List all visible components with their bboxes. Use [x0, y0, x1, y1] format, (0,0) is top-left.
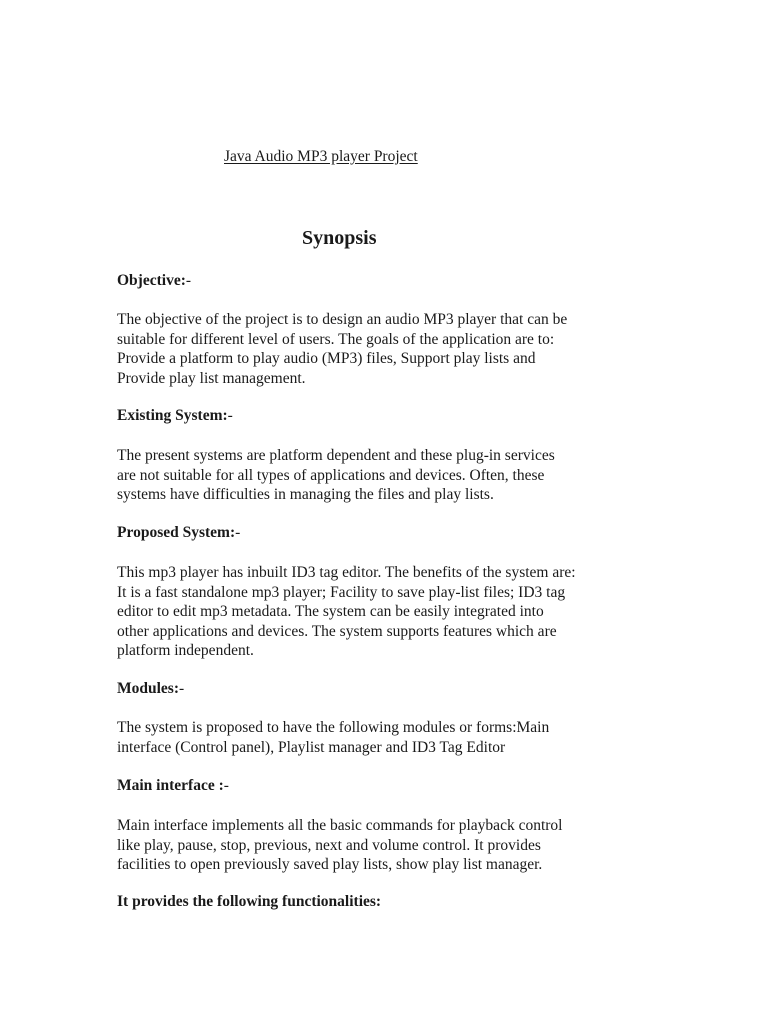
body-line: facilities to open previously saved play lists, show play list manager. — [117, 856, 543, 873]
section-body-modules — [117, 718, 677, 757]
body-line: Provide play list management. — [117, 369, 306, 387]
section-heading-functionalities — [117, 893, 381, 911]
section-heading-objective — [117, 272, 191, 290]
synopsis-heading: Synopsis — [302, 227, 377, 249]
section-heading-suffix: - — [227, 407, 233, 424]
section-heading-existing-system — [117, 407, 233, 425]
section-heading-text: Main interface : — [117, 777, 224, 794]
section-heading-proposed-system — [117, 524, 240, 542]
section-heading-suffix: - — [235, 524, 241, 541]
section-body-objective — [117, 310, 677, 388]
body-line: editor to edit mp3 metadata. The system can be easily integrated into — [117, 603, 544, 620]
body-line: Provide a platform to play audio (MP3) files, Support play lists and — [117, 350, 536, 367]
section-heading-text: Modules: — [117, 680, 179, 697]
body-line: This mp3 player has inbuilt ID3 tag editor. The benefits of the system are: — [117, 564, 576, 581]
section-heading-main-interface — [117, 777, 229, 795]
section-heading-suffix: - — [185, 272, 192, 289]
section-body-existing-system — [117, 446, 677, 505]
body-line: other applications and devices. The system supports features which are — [117, 622, 557, 640]
section-heading-text: It provides the following functionalities: — [117, 893, 382, 910]
body-line: The system is proposed to have the following modules or forms:Main — [117, 719, 550, 736]
section-heading-modules — [117, 680, 184, 698]
section-body-main-interface — [117, 816, 677, 875]
body-line: The objective of the project is to design an audio MP3 player that can be — [117, 311, 568, 328]
section-body-proposed-system — [117, 563, 677, 661]
body-line: systems have difficulties in managing the files and play lists. — [117, 486, 494, 503]
section-heading-text: Objective: — [117, 272, 186, 289]
section-heading-text: Existing System: — [117, 407, 228, 424]
section-heading-suffix: - — [179, 680, 185, 697]
body-line: interface (Control panel), Playlist manager and ID3 Tag Editor — [117, 738, 506, 756]
body-line: are not suitable for all types of applications and devices. Often, these — [117, 466, 545, 484]
body-line: suitable for different level of users. The goals of the application are to: — [117, 330, 555, 348]
body-line: Main interface implements all the basic commands for playback control — [117, 817, 563, 834]
section-heading-text: Proposed System: — [117, 524, 236, 541]
section-heading-suffix: - — [223, 777, 229, 794]
body-line: It is a fast standalone mp3 player; Facility to save play-list files; ID3 tag — [117, 583, 566, 601]
body-line: The present systems are platform dependent and these plug-in services — [117, 447, 555, 464]
body-line: like play, pause, stop, previous, next and volume control. It provides — [117, 836, 541, 854]
document-title: Java Audio MP3 player Project — [224, 148, 418, 165]
body-line: platform independent. — [117, 642, 254, 659]
